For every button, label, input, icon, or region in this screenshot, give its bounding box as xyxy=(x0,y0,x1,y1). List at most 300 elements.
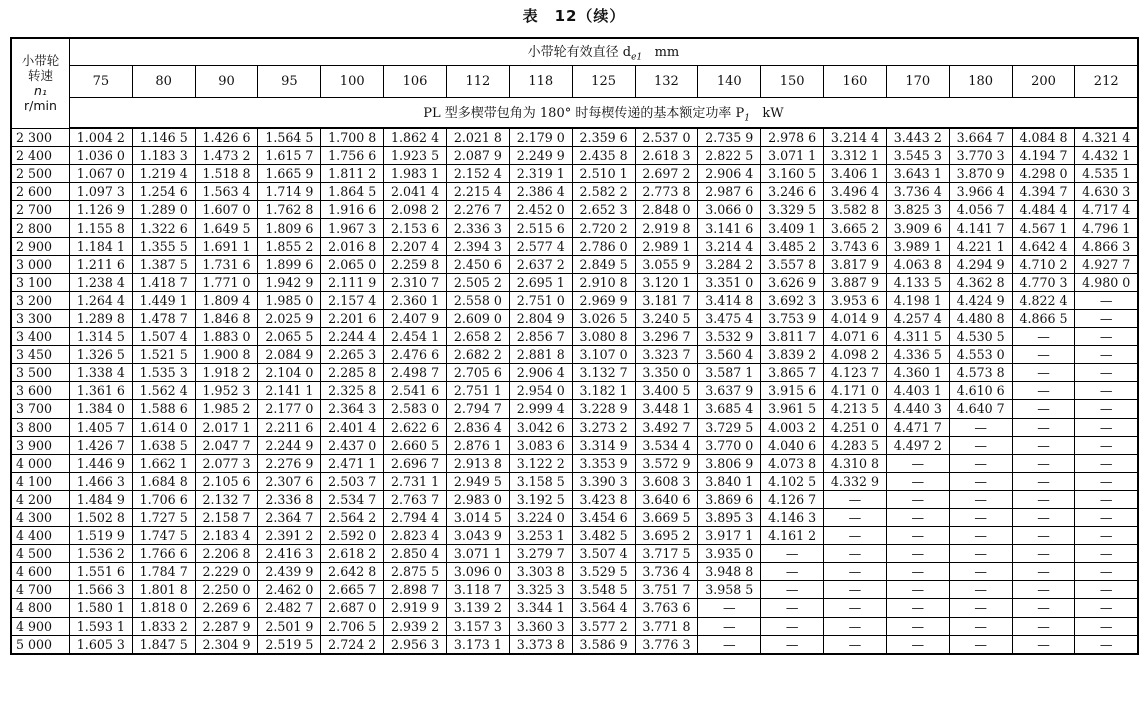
power-cell: 3.496 4 xyxy=(824,183,887,201)
table-row xyxy=(11,165,1138,183)
power-cell: 2.592 0 xyxy=(321,527,384,545)
power-cell: 3.373 8 xyxy=(509,635,572,654)
power-cell: — xyxy=(1012,400,1075,418)
power-cell: 2.025 9 xyxy=(258,309,321,327)
power-cell: — xyxy=(1075,563,1138,581)
power-cell: 1.405 7 xyxy=(69,418,132,436)
power-cell: 1.183 3 xyxy=(132,147,195,165)
power-cell: 3.400 5 xyxy=(635,382,698,400)
power-cell: — xyxy=(1012,328,1075,346)
power-cell: 3.181 7 xyxy=(635,291,698,309)
power-cell: 1.809 6 xyxy=(258,219,321,237)
power-cell: 3.014 5 xyxy=(446,508,509,526)
power-cell: 3.312 1 xyxy=(824,147,887,165)
power-cell: 3.751 7 xyxy=(635,581,698,599)
power-cell: 2.304 9 xyxy=(195,635,258,654)
power-cell: 1.985 0 xyxy=(258,291,321,309)
power-cell: 3.107 0 xyxy=(572,346,635,364)
power-cell: 2.336 8 xyxy=(258,490,321,508)
power-cell: 2.439 9 xyxy=(258,563,321,581)
power-cell: 1.899 6 xyxy=(258,255,321,273)
power-cell: 2.016 8 xyxy=(321,237,384,255)
power-cell: 2.269 6 xyxy=(195,599,258,617)
table-row xyxy=(11,635,1138,654)
power-cell: 1.238 4 xyxy=(69,273,132,291)
power-cell: 3.351 0 xyxy=(698,273,761,291)
power-cell: 3.763 6 xyxy=(635,599,698,617)
power-cell: 3.214 4 xyxy=(698,237,761,255)
power-cell: 3.080 8 xyxy=(572,328,635,346)
power-cell: — xyxy=(886,635,949,654)
diameter-title-sub: e1 xyxy=(631,52,643,63)
power-cell: — xyxy=(1075,291,1138,309)
power-cell: — xyxy=(886,490,949,508)
power-cell: 2.244 9 xyxy=(258,436,321,454)
diameter-header-cell: 212 xyxy=(1075,66,1138,98)
power-cell: — xyxy=(1012,599,1075,617)
power-cell: — xyxy=(1075,635,1138,654)
power-cell: 4.432 1 xyxy=(1075,147,1138,165)
power-cell: — xyxy=(1012,635,1075,654)
table-row xyxy=(11,472,1138,490)
power-cell: 2.804 9 xyxy=(509,309,572,327)
power-cell: 1.638 5 xyxy=(132,436,195,454)
corner-line-2: 转速 xyxy=(27,68,53,84)
power-cell: 2.794 7 xyxy=(446,400,509,418)
power-cell: 4.535 1 xyxy=(1075,165,1138,183)
power-cell: 3.989 1 xyxy=(886,237,949,255)
power-cell: 2.359 6 xyxy=(572,128,635,147)
power-cell: 3.492 7 xyxy=(635,418,698,436)
power-cell: 2.618 3 xyxy=(635,147,698,165)
power-cell: 1.564 5 xyxy=(258,128,321,147)
power-cell: 1.862 4 xyxy=(384,128,447,147)
power-cell: 2.183 4 xyxy=(195,527,258,545)
speed-cell: 2 300 xyxy=(11,128,69,147)
power-cell: — xyxy=(1075,490,1138,508)
power-cell: 2.652 3 xyxy=(572,201,635,219)
power-cell: — xyxy=(1075,328,1138,346)
power-cell: 3.935 0 xyxy=(698,545,761,563)
power-cell: 1.155 8 xyxy=(69,219,132,237)
power-cell: 2.265 3 xyxy=(321,346,384,364)
power-cell: 2.978 6 xyxy=(761,128,824,147)
speed-cell: 3 800 xyxy=(11,418,69,436)
power-cell: 2.773 8 xyxy=(635,183,698,201)
power-cell: 2.999 4 xyxy=(509,400,572,418)
power-cell: 3.026 5 xyxy=(572,309,635,327)
table-row xyxy=(11,617,1138,635)
power-cell: 2.310 7 xyxy=(384,273,447,291)
power-cell: 4.310 8 xyxy=(824,454,887,472)
power-cell: 3.448 1 xyxy=(635,400,698,418)
power-cell: 2.287 9 xyxy=(195,617,258,635)
power-cell: — xyxy=(1012,454,1075,472)
power-cell: 4.014 9 xyxy=(824,309,887,327)
power-cell: 1.952 3 xyxy=(195,382,258,400)
power-cell: 2.751 0 xyxy=(509,291,572,309)
diameter-header-cell: 160 xyxy=(824,66,887,98)
power-cell: 3.454 6 xyxy=(572,508,635,526)
power-cell: 2.229 0 xyxy=(195,563,258,581)
power-cell: 2.454 1 xyxy=(384,328,447,346)
speed-cell: 4 100 xyxy=(11,472,69,490)
power-cell: 4.102 5 xyxy=(761,472,824,490)
power-cell: — xyxy=(761,635,824,654)
power-cell: — xyxy=(1075,527,1138,545)
power-cell: 2.763 7 xyxy=(384,490,447,508)
power-cell: 1.146 5 xyxy=(132,128,195,147)
diameter-header-cell: 118 xyxy=(509,66,572,98)
power-cell: 3.246 6 xyxy=(761,183,824,201)
power-cell: 1.254 6 xyxy=(132,183,195,201)
power-cell: 4.332 9 xyxy=(824,472,887,490)
power-cell: 2.876 1 xyxy=(446,436,509,454)
power-cell: 2.706 5 xyxy=(321,617,384,635)
power-cell: 4.530 5 xyxy=(949,328,1012,346)
power-cell: 4.610 6 xyxy=(949,382,1012,400)
table-caption: 表 12（续） xyxy=(522,7,626,25)
power-cell: — xyxy=(698,599,761,617)
power-cell: 3.228 9 xyxy=(572,400,635,418)
power-cell: 2.307 6 xyxy=(258,472,321,490)
table-row xyxy=(11,400,1138,418)
power-cell: 2.618 2 xyxy=(321,545,384,563)
power-cell: 3.572 9 xyxy=(635,454,698,472)
table-row xyxy=(11,563,1138,581)
speed-cell: 5 000 xyxy=(11,635,69,654)
power-cell: — xyxy=(824,527,887,545)
power-cell: — xyxy=(1075,346,1138,364)
power-cell: — xyxy=(1075,400,1138,418)
power-cell: 3.071 1 xyxy=(761,147,824,165)
table-row xyxy=(11,364,1138,382)
power-cell: 2.622 6 xyxy=(384,418,447,436)
speed-cell: 4 600 xyxy=(11,563,69,581)
power-cell: 2.658 2 xyxy=(446,328,509,346)
power-cell: 2.564 2 xyxy=(321,508,384,526)
power-cell: — xyxy=(1012,346,1075,364)
power-cell: 3.482 5 xyxy=(572,527,635,545)
power-cell: 3.279 7 xyxy=(509,545,572,563)
power-cell: 2.084 9 xyxy=(258,346,321,364)
power-cell: 4.710 2 xyxy=(1012,255,1075,273)
power-cell: 1.326 5 xyxy=(69,346,132,364)
power-cell: 3.582 8 xyxy=(824,201,887,219)
power-cell: 2.705 6 xyxy=(446,364,509,382)
power-cell: 2.503 7 xyxy=(321,472,384,490)
power-cell: 3.157 3 xyxy=(446,617,509,635)
power-cell: 4.796 1 xyxy=(1075,219,1138,237)
power-cell: 3.360 3 xyxy=(509,617,572,635)
power-cell: — xyxy=(824,635,887,654)
speed-cell: 3 300 xyxy=(11,309,69,327)
power-cell: 2.849 5 xyxy=(572,255,635,273)
power-cell: 1.855 2 xyxy=(258,237,321,255)
power-cell: 2.105 6 xyxy=(195,472,258,490)
speed-cell: 2 700 xyxy=(11,201,69,219)
power-cell: 2.609 0 xyxy=(446,309,509,327)
power-cell: 4.194 7 xyxy=(1012,147,1075,165)
power-cell: 4.394 7 xyxy=(1012,183,1075,201)
power-cell: 4.642 4 xyxy=(1012,237,1075,255)
speed-column-header xyxy=(11,38,69,128)
power-cell: 3.240 5 xyxy=(635,309,698,327)
power-cell: 2.794 4 xyxy=(384,508,447,526)
power-cell: 4.084 8 xyxy=(1012,128,1075,147)
power-cell: 3.840 1 xyxy=(698,472,761,490)
table-row xyxy=(11,255,1138,273)
power-cell: 2.250 0 xyxy=(195,581,258,599)
power-cell: 3.224 0 xyxy=(509,508,572,526)
power-cell: 2.786 0 xyxy=(572,237,635,255)
power-cell: 4.073 8 xyxy=(761,454,824,472)
power-cell: 4.471 7 xyxy=(886,418,949,436)
power-cell: 3.577 2 xyxy=(572,617,635,635)
power-cell: 2.207 4 xyxy=(384,237,447,255)
power-cell: 3.717 5 xyxy=(635,545,698,563)
power-cell: 2.087 9 xyxy=(446,147,509,165)
power-cell: 3.664 7 xyxy=(949,128,1012,147)
power-cell: 2.720 2 xyxy=(572,219,635,237)
power-cell: 2.510 1 xyxy=(572,165,635,183)
power-cell: 2.132 7 xyxy=(195,490,258,508)
power-cell: 2.682 2 xyxy=(446,346,509,364)
power-cell: 1.967 3 xyxy=(321,219,384,237)
power-cell: 2.949 5 xyxy=(446,472,509,490)
power-cell: 1.507 4 xyxy=(132,328,195,346)
speed-cell: 2 800 xyxy=(11,219,69,237)
power-cell: 2.141 1 xyxy=(258,382,321,400)
power-cell: 2.850 4 xyxy=(384,545,447,563)
power-cell: — xyxy=(1012,563,1075,581)
power-cell: 1.665 9 xyxy=(258,165,321,183)
power-cell: 1.289 0 xyxy=(132,201,195,219)
power-cell: — xyxy=(886,454,949,472)
power-cell: 1.771 0 xyxy=(195,273,258,291)
power-cell: 2.637 2 xyxy=(509,255,572,273)
power-cell: 2.206 8 xyxy=(195,545,258,563)
power-cell: 3.895 3 xyxy=(698,508,761,526)
power-cell: 1.484 9 xyxy=(69,490,132,508)
power-cell: 2.939 2 xyxy=(384,617,447,635)
power-cell: 4.123 7 xyxy=(824,364,887,382)
power-cell: 3.770 3 xyxy=(949,147,1012,165)
power-cell: 1.004 2 xyxy=(69,128,132,147)
speed-cell: 2 900 xyxy=(11,237,69,255)
power-cell: 1.426 6 xyxy=(195,128,258,147)
power-cell: — xyxy=(886,545,949,563)
speed-cell: 4 900 xyxy=(11,617,69,635)
table-row xyxy=(11,418,1138,436)
power-cell: 2.822 5 xyxy=(698,147,761,165)
power-cell: 3.192 5 xyxy=(509,490,572,508)
power-cell: 1.478 7 xyxy=(132,309,195,327)
power-cell: 2.987 6 xyxy=(698,183,761,201)
power-cell: 3.043 9 xyxy=(446,527,509,545)
speed-cell: 2 500 xyxy=(11,165,69,183)
power-cell: — xyxy=(886,563,949,581)
power-cell: 3.534 4 xyxy=(635,436,698,454)
power-cell: 3.284 2 xyxy=(698,255,761,273)
power-cell: 2.386 4 xyxy=(509,183,572,201)
power-cell: 2.919 8 xyxy=(635,219,698,237)
power-cell: — xyxy=(761,545,824,563)
power-cell: 2.848 0 xyxy=(635,201,698,219)
power-cell: — xyxy=(949,581,1012,599)
power-cell: 1.605 3 xyxy=(69,635,132,654)
power-cell: 3.475 4 xyxy=(698,309,761,327)
corner-line-1: 小带轮 xyxy=(21,53,60,69)
power-cell: 2.696 7 xyxy=(384,454,447,472)
power-cell: — xyxy=(824,508,887,526)
power-cell: 4.298 0 xyxy=(1012,165,1075,183)
power-cell: 3.485 2 xyxy=(761,237,824,255)
power-cell: 3.729 5 xyxy=(698,418,761,436)
power-cell: 1.521 5 xyxy=(132,346,195,364)
power-cell: 2.364 7 xyxy=(258,508,321,526)
power-cell: 3.608 3 xyxy=(635,472,698,490)
power-cell: 3.042 6 xyxy=(509,418,572,436)
diameter-header-cell: 112 xyxy=(446,66,509,98)
power-cell: 2.969 9 xyxy=(572,291,635,309)
power-cell: 1.535 3 xyxy=(132,364,195,382)
power-cell: — xyxy=(949,508,1012,526)
diameter-title: 小带轮有效直径 d xyxy=(527,45,632,61)
power-cell: — xyxy=(1012,382,1075,400)
power-cell: 3.685 4 xyxy=(698,400,761,418)
power-cell: 3.303 8 xyxy=(509,563,572,581)
power-cell: 3.643 1 xyxy=(886,165,949,183)
power-cell: 1.418 7 xyxy=(132,273,195,291)
power-cell: — xyxy=(1075,382,1138,400)
power-cell: 3.132 7 xyxy=(572,364,635,382)
power-cell: — xyxy=(949,527,1012,545)
power-cell: 2.898 7 xyxy=(384,581,447,599)
power-cell: 1.614 0 xyxy=(132,418,195,436)
power-cell: 3.557 8 xyxy=(761,255,824,273)
speed-cell: 3 600 xyxy=(11,382,69,400)
table-row xyxy=(11,237,1138,255)
power-cell: 3.771 8 xyxy=(635,617,698,635)
power-cell: — xyxy=(949,418,1012,436)
power-cell: 2.471 1 xyxy=(321,454,384,472)
power-cell: 1.036 0 xyxy=(69,147,132,165)
power-cell: 2.505 2 xyxy=(446,273,509,291)
power-cell: 3.071 1 xyxy=(446,545,509,563)
power-cell: 2.582 2 xyxy=(572,183,635,201)
table-row xyxy=(11,436,1138,454)
power-cell: 4.480 8 xyxy=(949,309,1012,327)
power-cell: 2.519 5 xyxy=(258,635,321,654)
power-cell: — xyxy=(949,436,1012,454)
power-cell: — xyxy=(1012,364,1075,382)
power-cell: 3.329 5 xyxy=(761,201,824,219)
power-cell: 2.391 2 xyxy=(258,527,321,545)
power-cell: — xyxy=(949,472,1012,490)
power-cell: 1.662 1 xyxy=(132,454,195,472)
power-cell: 2.157 4 xyxy=(321,291,384,309)
power-cell: 4.362 8 xyxy=(949,273,1012,291)
power-cell: 2.577 4 xyxy=(509,237,572,255)
power-cell: 4.866 5 xyxy=(1012,309,1075,327)
power-cell: 2.325 8 xyxy=(321,382,384,400)
table-row xyxy=(11,183,1138,201)
power-cell: 1.067 0 xyxy=(69,165,132,183)
power-cell: 1.126 9 xyxy=(69,201,132,219)
power-cell: 4.056 7 xyxy=(949,201,1012,219)
power-cell: 2.017 1 xyxy=(195,418,258,436)
diameter-header-cell: 180 xyxy=(949,66,1012,98)
power-cell: 2.319 1 xyxy=(509,165,572,183)
power-cell: 2.201 6 xyxy=(321,309,384,327)
power-cell: 4.440 3 xyxy=(886,400,949,418)
power-cell: 3.253 1 xyxy=(509,527,572,545)
power-cell: — xyxy=(886,527,949,545)
power-cell: 2.665 7 xyxy=(321,581,384,599)
power-cell: 1.518 8 xyxy=(195,165,258,183)
power-cell: 1.714 9 xyxy=(258,183,321,201)
power-cell: 2.394 3 xyxy=(446,237,509,255)
power-cell: 3.776 3 xyxy=(635,635,698,654)
speed-cell: 3 200 xyxy=(11,291,69,309)
power-cell: 1.361 6 xyxy=(69,382,132,400)
power-cell: — xyxy=(698,617,761,635)
diameter-header-cell: 75 xyxy=(69,66,132,98)
power-cell: 1.801 8 xyxy=(132,581,195,599)
table-row xyxy=(11,545,1138,563)
power-cell: 2.077 3 xyxy=(195,454,258,472)
power-cell: 1.615 7 xyxy=(258,147,321,165)
power-cell: 2.731 1 xyxy=(384,472,447,490)
power-cell: — xyxy=(1012,490,1075,508)
power-cell: 3.548 5 xyxy=(572,581,635,599)
power-cell: 2.724 2 xyxy=(321,635,384,654)
power-cell: 1.184 1 xyxy=(69,237,132,255)
power-cell: 2.111 9 xyxy=(321,273,384,291)
power-cell: 2.259 8 xyxy=(384,255,447,273)
power-cell: 3.966 4 xyxy=(949,183,1012,201)
power-cell: 2.954 0 xyxy=(509,382,572,400)
power-cell: 2.482 7 xyxy=(258,599,321,617)
power-cell: 1.338 4 xyxy=(69,364,132,382)
power-cell: 4.213 5 xyxy=(824,400,887,418)
power-cell: 1.784 7 xyxy=(132,563,195,581)
power-cell: 4.484 4 xyxy=(1012,201,1075,219)
power-cell: 3.887 9 xyxy=(824,273,887,291)
table-row xyxy=(11,527,1138,545)
diameter-row xyxy=(11,66,1138,98)
power-cell: 3.587 1 xyxy=(698,364,761,382)
power-cell: 2.215 4 xyxy=(446,183,509,201)
power-cell: — xyxy=(698,635,761,654)
table-row xyxy=(11,147,1138,165)
power-cell: 3.141 6 xyxy=(698,219,761,237)
power-cell: 2.065 0 xyxy=(321,255,384,273)
speed-cell: 3 900 xyxy=(11,436,69,454)
power-cell: 3.586 9 xyxy=(572,635,635,654)
power-cell: 4.717 4 xyxy=(1075,201,1138,219)
power-cell: — xyxy=(824,599,887,617)
power-cell: 3.406 1 xyxy=(824,165,887,183)
power-cell: 2.537 0 xyxy=(635,128,698,147)
power-cell: 3.637 9 xyxy=(698,382,761,400)
power-cell: 4.003 2 xyxy=(761,418,824,436)
speed-cell: 4 200 xyxy=(11,490,69,508)
power-cell: — xyxy=(824,563,887,581)
power-cell: 4.553 0 xyxy=(949,346,1012,364)
power-cell: 3.139 2 xyxy=(446,599,509,617)
